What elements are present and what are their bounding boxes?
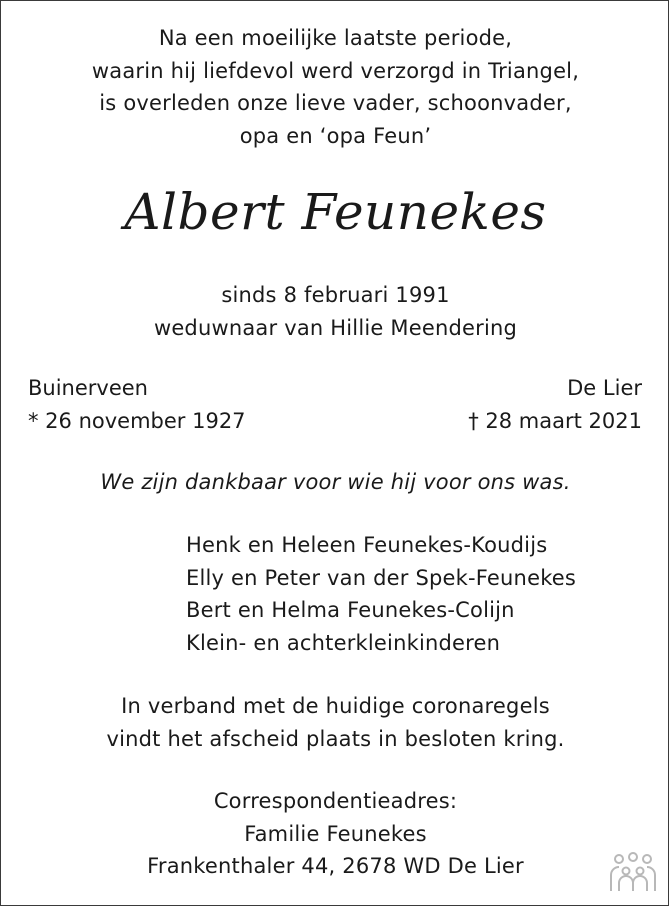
widower-line: sinds 8 februari 1991	[221, 283, 450, 307]
birth-info	[28, 372, 246, 437]
notice-line: vindt het afscheid plaats in besloten kring.	[106, 726, 565, 751]
family-member: Elly en Peter van der Spek-Feunekes	[186, 565, 577, 590]
family-member: Bert en Helma Feunekes-Colijn	[186, 598, 515, 622]
address-heading: Correspondentieadres:	[213, 789, 458, 813]
deceased-name: Albert Feunekes	[124, 183, 547, 241]
birth-date: * 26 november 1927	[28, 408, 246, 433]
intro-text	[1, 22, 669, 152]
widower-text	[1, 279, 669, 344]
intro-line: Na een moeilijke laatste periode,	[158, 26, 513, 50]
notice-line: In verband met de huidige coronaregels	[121, 694, 550, 718]
death-info	[468, 372, 642, 437]
family-people-icon	[607, 851, 659, 895]
intro-line: opa en ‘opa Feun’	[239, 123, 432, 148]
death-date: † 28 maart 2021	[468, 408, 642, 433]
funeral-notice	[1, 690, 669, 755]
family-member: Klein- en achterkleinkinderen	[186, 630, 501, 655]
quote-text: We zijn dankbaar voor wie hij voor ons was.	[100, 470, 571, 494]
correspondence-address	[1, 785, 669, 883]
family-list	[186, 529, 576, 659]
death-place: De Lier	[567, 376, 642, 400]
intro-line: waarin hij liefdevol werd verzorgd in Triangel,	[91, 58, 580, 83]
birth-place: Buinerveen	[28, 376, 148, 400]
widower-line: weduwnaar van Hillie Meendering	[153, 315, 518, 340]
intro-line: is overleden onze lieve vader, schoonvader,	[99, 91, 572, 115]
family-member: Henk en Heleen Feunekes-Koudijs	[186, 533, 548, 557]
address-name: Familie Feunekes	[244, 821, 427, 846]
address-street: Frankenthaler 44, 2678 WD De Lier	[147, 854, 524, 878]
